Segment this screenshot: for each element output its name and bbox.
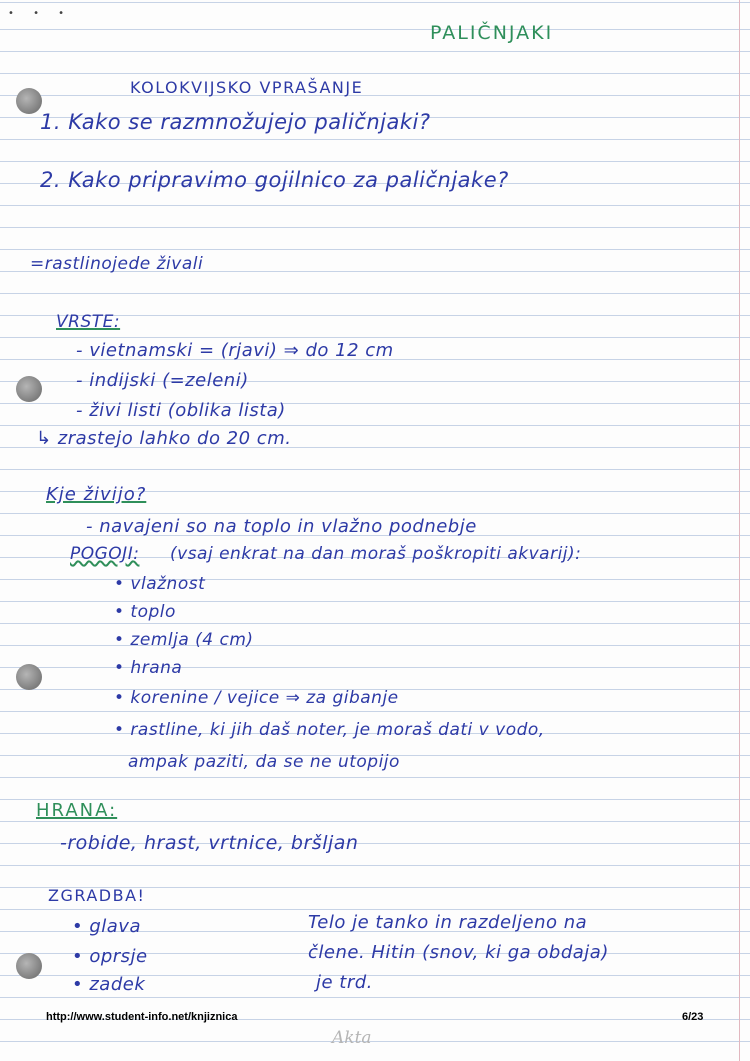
vrste-item: - živi listi (oblika lista) bbox=[76, 400, 286, 421]
vrste-item: - indijski (=zeleni) bbox=[76, 370, 249, 391]
pogoji-continuation: ampak paziti, da se ne utopijo bbox=[128, 752, 400, 772]
intro-line: =rastlinojede živali bbox=[30, 254, 204, 274]
pogoji-item: • zemlja (4 cm) bbox=[114, 630, 254, 650]
habitat-heading: Kje živijo? bbox=[46, 484, 147, 505]
question-1: 1. Kako se razmnožujejo paličnjaki? bbox=[40, 110, 431, 134]
zgradba-heading: ZGRADBA! bbox=[48, 886, 146, 905]
hrana-heading: HRANA: bbox=[36, 800, 118, 821]
pogoji-label: POGOJI: bbox=[70, 544, 140, 564]
zgradba-item: • glava bbox=[72, 916, 141, 937]
pogoji-item: • toplo bbox=[114, 602, 176, 622]
pogoji-item: • vlažnost bbox=[114, 574, 206, 594]
vrste-note: ↳ zrastejo lahko do 20 cm. bbox=[36, 428, 292, 449]
pogoji-item: • hrana bbox=[114, 658, 183, 678]
zgradba-description-line: je trd. bbox=[316, 972, 373, 993]
pogoji-item: • korenine / vejice ⇒ za gibanje bbox=[114, 688, 399, 708]
vrste-item: - vietnamski = (rjavi) ⇒ do 12 cm bbox=[76, 340, 394, 361]
edge-marks: • • • bbox=[8, 8, 73, 19]
binder-hole bbox=[16, 88, 42, 114]
pogoji-text: (vsaj enkrat na dan moraš poškropiti akvarij): bbox=[170, 544, 582, 564]
questions-heading: KOLOKVIJSKO VPRAŠANJE bbox=[130, 78, 364, 97]
footer-url: http://www.student-info.net/knjiznica bbox=[46, 1011, 238, 1023]
margin-line bbox=[739, 0, 740, 1061]
binder-hole bbox=[16, 953, 42, 979]
hrana-text: -robide, hrast, vrtnice, bršljan bbox=[60, 832, 359, 854]
page-title: PALIČNJAKI bbox=[430, 22, 554, 44]
vrste-heading: VRSTE: bbox=[56, 312, 121, 332]
watermark-signature: Akta bbox=[332, 1028, 372, 1048]
zgradba-item: • oprsje bbox=[72, 946, 148, 967]
zgradba-item: • zadek bbox=[72, 974, 146, 995]
question-2: 2. Kako pripravimo gojilnico za paličnjake? bbox=[40, 168, 509, 192]
zgradba-description-line: Telo je tanko in razdeljeno na bbox=[308, 912, 588, 933]
page-number: 6/23 bbox=[682, 1011, 704, 1023]
binder-hole bbox=[16, 664, 42, 690]
pogoji-item: • rastline, ki jih daš noter, je moraš dati v vodo, bbox=[114, 720, 545, 740]
binder-hole bbox=[16, 376, 42, 402]
habitat-text: - navajeni so na toplo in vlažno podnebje bbox=[86, 516, 477, 537]
zgradba-description-line: člene. Hitin (snov, ki ga obdaja) bbox=[308, 942, 609, 963]
